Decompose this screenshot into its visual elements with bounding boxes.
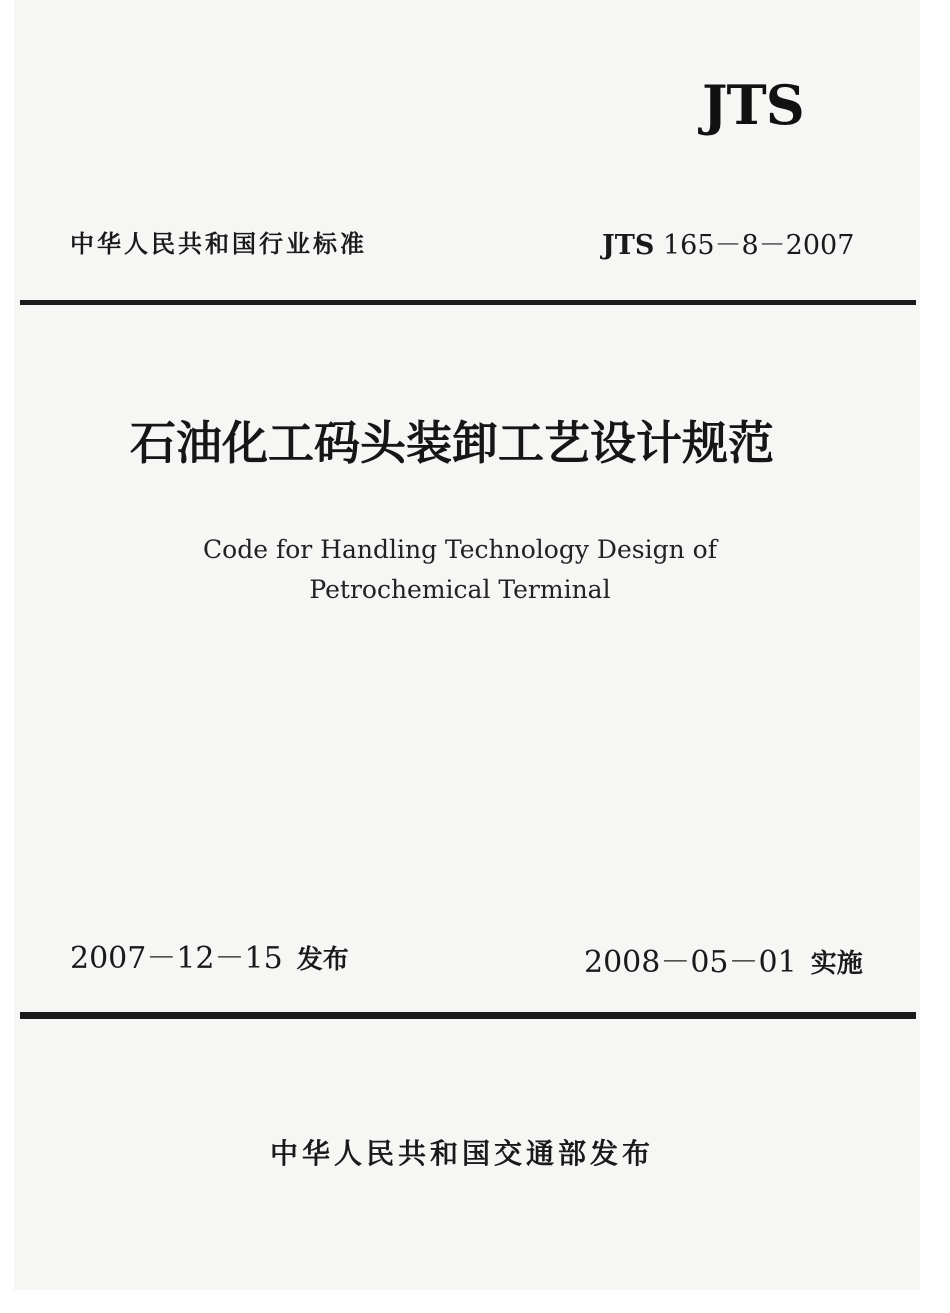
- standard-prefix: JTS: [602, 230, 655, 261]
- issue-date-block: [70, 941, 349, 976]
- cover-page: [14, 0, 920, 1290]
- bottom-divider: [20, 1012, 916, 1019]
- standard-category: 中华人民共和国行业标准: [70, 230, 367, 258]
- scan-margin-right: [920, 0, 950, 1313]
- publisher: [0, 1137, 920, 1170]
- implementation-label: 实施: [810, 949, 863, 979]
- jts-logo: JTS: [702, 73, 804, 137]
- issue-label: 发布: [296, 945, 349, 975]
- title-english: [0, 530, 920, 610]
- implementation-date: 2008－05－01: [584, 945, 797, 980]
- top-divider: [20, 300, 916, 305]
- scan-margin-bottom: [0, 1290, 950, 1313]
- title-chinese: [0, 416, 920, 470]
- publisher-text: 中华人民共和国交通部发布: [269, 1137, 654, 1170]
- title-chinese-text: 石油化工码头装卸工艺设计规范: [130, 416, 774, 470]
- title-english-line-1: Code for Handling Technology Design of: [203, 535, 717, 564]
- issue-date: 2007－12－15: [70, 941, 283, 976]
- title-english-line-2: Petrochemical Terminal: [309, 575, 611, 604]
- implementation-date-block: [584, 945, 863, 980]
- standard-code: 165－8－2007: [662, 230, 855, 261]
- standard-number: [602, 232, 854, 259]
